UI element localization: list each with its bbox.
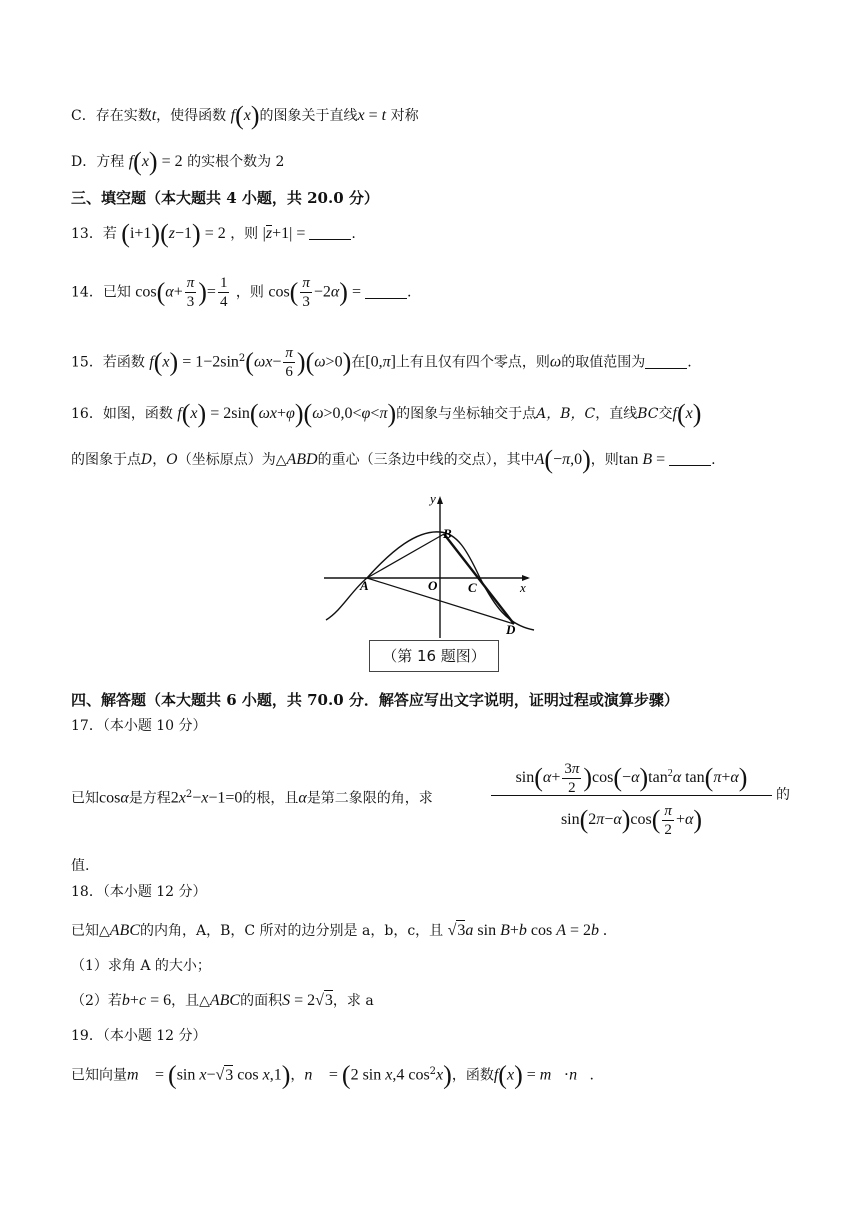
answer-blank[interactable] xyxy=(309,225,351,240)
question-17-head: 17．（本小题 10 分） xyxy=(71,718,207,734)
answer-blank[interactable] xyxy=(365,284,407,299)
label-a: A xyxy=(360,578,369,593)
section-4-heading: 四、解答题（本大题共 6 小题，共 70.0 分．解答应写出文字说明，证明过程或演算步骤） xyxy=(71,691,679,709)
line-bd xyxy=(444,534,514,624)
question-19-head: 19．（本小题 12 分） xyxy=(71,1028,207,1044)
question-17-tail: 值. xyxy=(71,858,90,874)
label-x: x xyxy=(520,580,526,595)
question-17-body: 已知cosα是方程$2x^2-x-1=0$的根，且α是第二象限的角，求 xyxy=(71,789,433,807)
question-18-part-2: （2）若b+c = 6，且△ABC的面积S = 2√3，求 a xyxy=(71,992,374,1009)
option-d: D．方程 f(x) = 2 的实根个数为 2 xyxy=(71,147,285,176)
answer-blank[interactable] xyxy=(645,354,687,369)
line-ab xyxy=(367,534,444,578)
question-19-body: 已知向量m⃗ = (sin x−√3 cos x,1)，n⃗ = (2 sin x,4 $\cos^2x$)，函数f(x) = m⃗·n⃗. xyxy=(71,1060,594,1090)
question-17-suffix: 的 xyxy=(776,787,790,803)
label-b: B xyxy=(443,526,452,541)
question-18-body: 已知△ABC的内角，A，B，C 所对的边分别是 a，b，c，且 √3a sin B+b cos A = 2b . xyxy=(71,922,608,939)
question-16-graph xyxy=(322,490,542,640)
label-c: C xyxy=(468,580,477,595)
option-c: C．存在实数t，使得函数 f(x)的图象关于直线x = t 对称 xyxy=(71,101,419,130)
question-13: 13．若 (i+1)(z−1) = 2 ，则 |z+1| = . xyxy=(71,219,356,248)
question-18-head: 18．（本小题 12 分） xyxy=(71,884,207,900)
question-18-part-1: （1）求角 A 的大小； xyxy=(71,958,211,974)
answer-blank[interactable] xyxy=(669,451,711,466)
label-y: y xyxy=(430,491,436,506)
label-d: D xyxy=(506,622,516,637)
question-14: 14．已知 cos(α+ $\frac{\pi}{3}$ )= $\frac{1}{4}$ ，则 cos( $\frac{\pi}{3}$ −2α) = . xyxy=(71,275,412,310)
question-16-line-2: 的图象于点D，O（坐标原点）为△ABD的重心（三条边中线的交点），其中A(−π,0)，则tan B = . xyxy=(71,445,716,474)
section-3-heading: 三、填空题（本大题共 4 小题，共 20.0 分） xyxy=(71,189,379,207)
question-15: 15．若函数 $f(x) = 1-2\sin^2(\omega x-$ $\frac{\pi}{6}$ )(ω>0)在[0,π]上有且仅有四个零点，则ω的取值范围为 . xyxy=(71,345,692,380)
label-o: O xyxy=(428,578,438,593)
figure-caption: （第 16 题图） xyxy=(369,640,499,672)
y-axis-arrow xyxy=(437,496,443,504)
question-16-line-1: 16．如图，函数 f(x) = 2sin(ωx+φ)(ω>0,0<φ<π)的图象与坐标轴交于点A，B，C，直线BC交f(x) xyxy=(71,399,702,428)
